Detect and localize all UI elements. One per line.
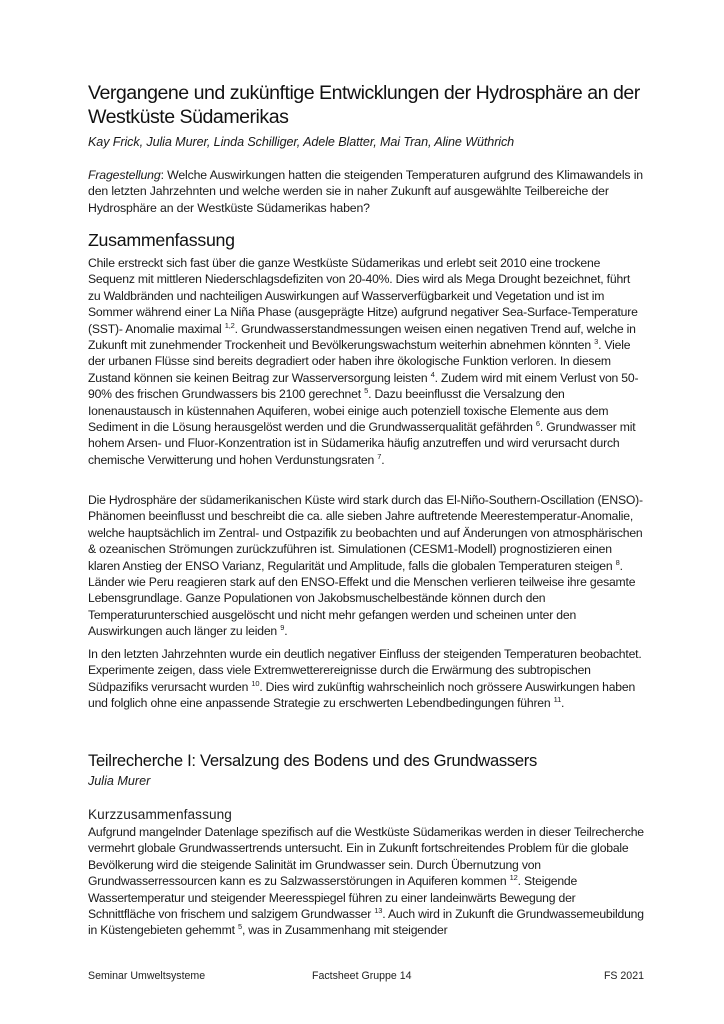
part1-author: Julia Murer (88, 774, 151, 788)
text-run: . Steigende Wassertemperatur und steigender Meeresspiegel führen zu einer landeinwärts Bewegung der Schnittfläche von frischem und salzigem Grundwasser (88, 874, 578, 922)
citation-ref: 6 (535, 419, 540, 428)
text-run: Chile erstreckt sich fast über die ganze Westküste Südamerikas und erlebt seit 2010 eine trockene Sequenz mit mittleren Niederschlagsdefiziten von 20-40%. Dies wird als Mega Drought bezeichnet, führt zu Waldbränden und nachteiligen Auswirkungen auf Wasserverfügbarkeit und Vegetation und ist im Sommer während einer La Niña Phase (ausgeprägte Hitze) aufgrund negativer Sea-Surface-Temperature (SST)- Anomalie maximal (88, 256, 638, 336)
text-run: In den letzten Jahrzehnten wurde ein deutlich negativer Einfluss der steigenden Temperaturen beobachtet. Experimente zeigen, dass viele Extremwetterereignisse durch die Erwärmung des subtropischen Südpazifiks verursacht wurden (88, 647, 642, 694)
research-question (88, 167, 644, 216)
citation-ref: 9 (280, 623, 285, 633)
citation-ref: 5 (364, 386, 369, 396)
footer-title: Factsheet Gruppe 14 (312, 970, 412, 982)
text-run: . (284, 624, 288, 639)
citation-ref: 12 (509, 873, 518, 883)
citation-ref: 13 (374, 905, 383, 915)
citation-ref: 10 (251, 678, 260, 688)
citation-ref: 1,2 (224, 320, 235, 330)
citation-ref: 11 (553, 695, 562, 705)
question-text: : Welche Auswirkungen hatten die steigenden Temperaturen aufgrund des Klimawandels in den letzten Jahrzehnten und welche werden sie in naher Zukunft auf ausgewählte Teilbereiche der Hydrosphäre an der Westküste Südamerikas haben? (88, 168, 643, 215)
text-run: . Dazu beeinflusst die Versalzung den Ionenaustausch in küstennahen Aquiferen, wobei einige auch potenziell toxische Elemente aus dem Sediment in die Lösung herausgelöst werden und die Grundwasserqualität gefährden (88, 387, 609, 435)
footer-course: Seminar Umweltsysteme (88, 970, 206, 982)
question-label: Fragestellung (88, 168, 161, 182)
text-run: . (561, 696, 565, 711)
citation-ref: 4 (430, 369, 435, 379)
text-run: Die Hydrosphäre der südamerikanischen Küste wird stark durch das El-Niño-Southern-Oscillation (ENSO)-Phänomen beeinflusst und beschreibt die ca. alle sieben Jahre auftretende Meerestemperatur-Anomalie, welche hauptsächlich im Zentral- und Ostpazifik zu beobachten und auf Änderungen von atmosphärischen & ozeanischen Strömungen zurückzuführen ist. Simulationen (CESM1-Modell) prognostizieren einen klaren Anstieg der ENSO Varianz, Regularität und Amplitude, falls die globalen Temperaturen steigen (88, 493, 643, 573)
text-run: . Viele der urbanen Flüsse sind bereits degradiert oder haben ihre ökologische Funktion verloren. In diesem Zustand können sie keinen Beitrag zur Wasserversorgung leisten (88, 338, 631, 385)
text-run: Aufgrund mangelnder Datenlage spezifisch auf die Westküste Südamerikas werden in dieser Teilrecherche vermehrt globale Grundwassertrends untersucht. Ein in Zukunft fortschreitendes Problem für die globale Bevölkerung wird die steigende Salinität im Grundwasser sein. Durch Übernutzung von Grundwasserressourcen kann es zu Salzwasserstörungen in Aquiferen kommen (88, 825, 644, 889)
part1-paragraph-1 (88, 824, 644, 939)
text-run: . Länder wie Peru reagieren stark auf den ENSO-Effekt und die Menschen verlieren teilweise ihre gesamte Lebensgrundlage. Ganze Populationen von Jakobsmuschelbestände können durch den Temperaturunterschied ausgelöscht und nicht mehr gefangen werden und scheinen unter den Auswirkungen auch länger zu leiden (88, 558, 636, 639)
text-run: . Grundwasserstandmessungen weisen einen negativen Trend auf, welche in Zukunft mit zunehmender Trockenheit und Bevölkerungswachstum weiterhin abnehmen könnten (88, 321, 636, 353)
page-footer (88, 969, 644, 983)
text-run: . Zudem wird mit einem Verlust von 50-90% des frischen Grundwassers bis 2100 gerechnet (88, 370, 639, 402)
citation-ref: 3 (594, 336, 599, 346)
summary-paragraph-3 (88, 646, 644, 712)
summary-heading: Zusammenfassung (88, 230, 235, 250)
summary-paragraph-1 (88, 255, 644, 468)
summary-paragraph-2 (88, 492, 644, 640)
part1-heading: Teilrecherche I: Versalzung des Bodens und des Grundwassers (88, 751, 538, 770)
text-run: . Auch wird in Zukunft die Grundwassemeubildung in Küstengebieten gehemmt (88, 907, 644, 938)
text-run: , was in Zusammenhang mit steigender (241, 923, 448, 938)
citation-ref: 5 (237, 922, 242, 932)
text-run: . Grundwasser mit hohem Arsen- und Fluor-Konzentration ist in Südamerika häufig anzutreffen und wird verursacht durch chemische Verwitterung und hohen Verdunstungsraten (88, 420, 636, 467)
text-run: . Dies wird zukünftig wahrscheinlich noch grössere Auswirkungen haben und folglich ohne eine anpassende Strategie zu erschwerten Lebendbedingungen führen (88, 679, 636, 711)
citation-ref: 8 (615, 557, 620, 567)
author-list: Kay Frick, Julia Murer, Linda Schilliger, Adele Blatter, Mai Tran, Aline Wüthrich (88, 135, 515, 149)
text-run: . (381, 452, 385, 467)
footer-semester: FS 2021 (603, 970, 644, 982)
document-title: Vergangene und zukünftige Entwicklungen der Hydrosphäre an der Westküste Südamerikas (88, 82, 640, 128)
part1-subheading: Kurzzusammenfassung (88, 807, 232, 822)
document-page (88, 0, 644, 1024)
citation-ref: 7 (377, 451, 382, 461)
